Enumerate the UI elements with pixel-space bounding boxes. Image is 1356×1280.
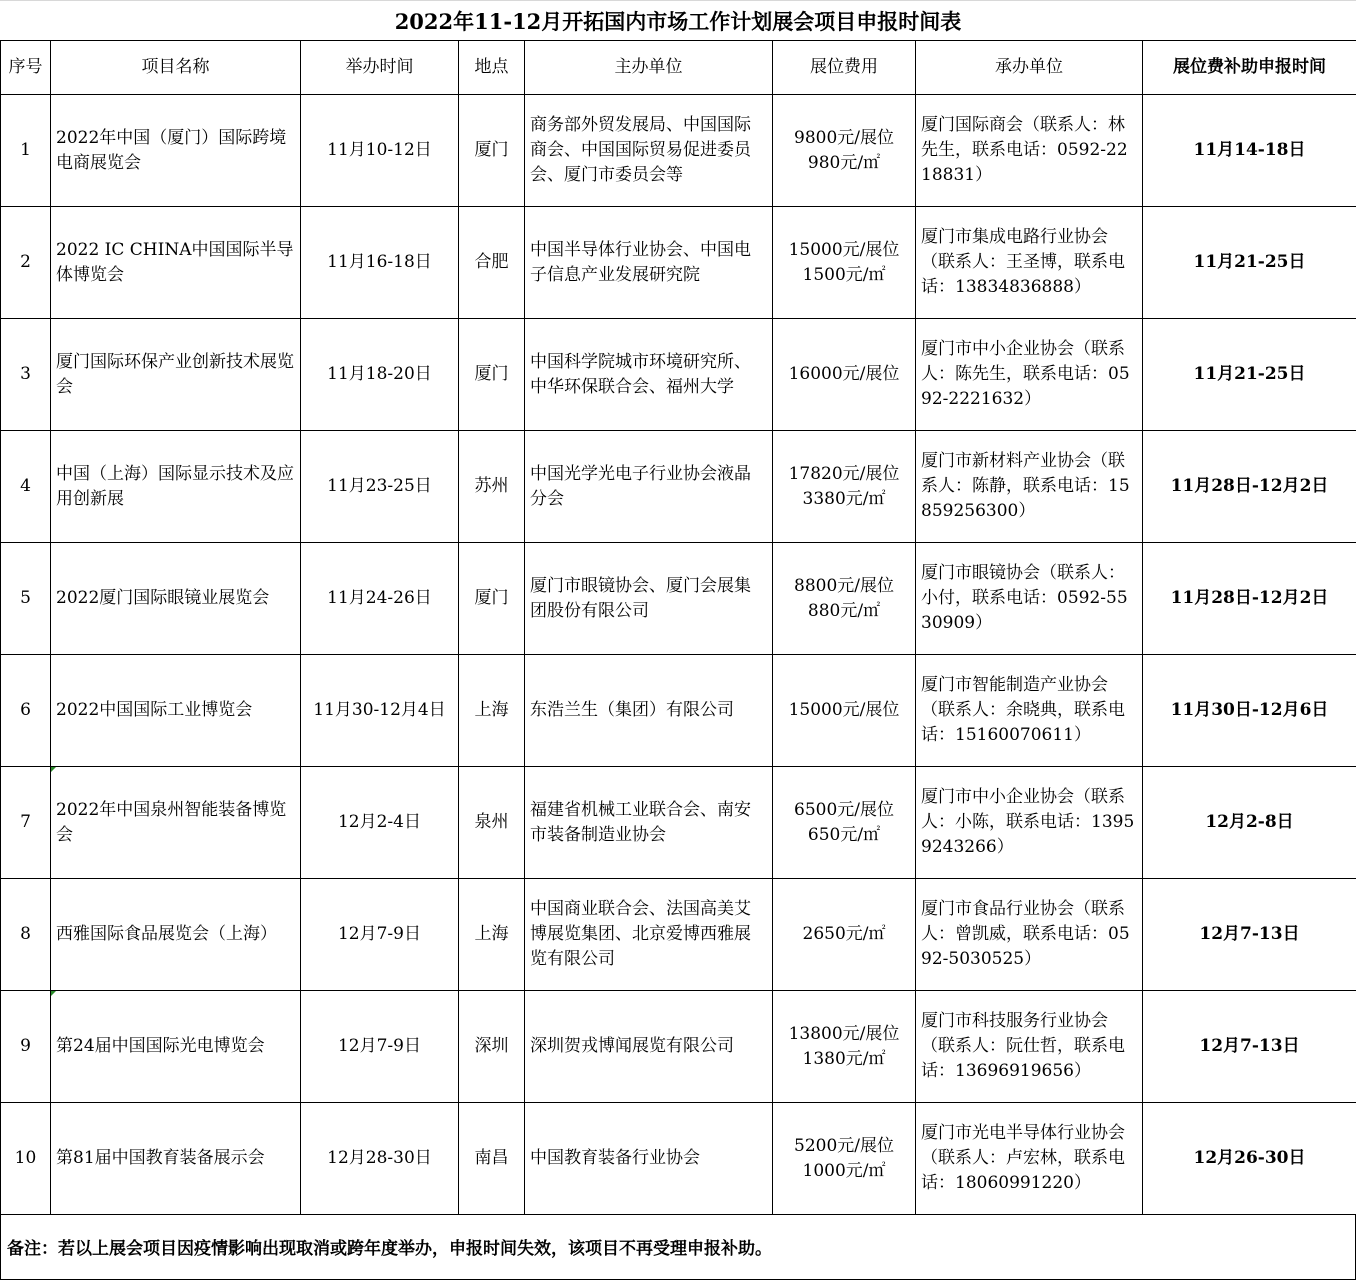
cell-fee (773, 543, 916, 655)
header-name: 项目名称 (51, 41, 301, 95)
table-row (1, 879, 1356, 991)
sheet-title: 2022年11-12月开拓国内市场工作计划展会项目申报时间表 (0, 0, 1356, 40)
fee-line: 3380元/㎡ (802, 488, 886, 509)
table-row (1, 655, 1356, 767)
cell-place: 厦门 (459, 319, 525, 431)
fee-line: 17820元/展位 (788, 463, 900, 484)
cell-fee (773, 207, 916, 319)
cell-date: 11月23-25日 (301, 431, 459, 543)
cell-organizer: 厦门市光电半导体行业协会（联系人：卢宏林，联系电话：18060991220） (916, 1103, 1143, 1215)
cell-fee (773, 431, 916, 543)
cell-name: 2022中国国际工业博览会 (51, 655, 301, 767)
table-row (1, 95, 1356, 207)
cell-name: 2022 IC CHINA中国国际半导体博览会 (51, 207, 301, 319)
cell-place: 厦门 (459, 543, 525, 655)
header-place: 地点 (459, 41, 525, 95)
cell-host: 中国商业联合会、法国高美艾博展览集团、北京爱博西雅展览有限公司 (525, 879, 773, 991)
cell-apply-time: 11月28日-12月2日 (1143, 543, 1356, 655)
cell-fee (773, 95, 916, 207)
cell-date: 11月10-12日 (301, 95, 459, 207)
cell-apply-time: 12月2-8日 (1143, 767, 1356, 879)
cell-no: 7 (1, 767, 51, 879)
cell-organizer: 厦门市眼镜协会（联系人：小付，联系电话：0592-5530909） (916, 543, 1143, 655)
table-row (1, 1103, 1356, 1215)
footnote: 备注：若以上展会项目因疫情影响出现取消或跨年度举办，申报时间失效，该项目不再受理申报补助。 (0, 1214, 1356, 1280)
cell-apply-time: 12月26-30日 (1143, 1103, 1356, 1215)
fee-line: 650元/㎡ (807, 824, 881, 845)
cell-host: 福建省机械工业联合会、南安市装备制造业协会 (525, 767, 773, 879)
cell-organizer: 厦门市食品行业协会（联系人：曾凯威，联系电话：0592-5030525） (916, 879, 1143, 991)
cell-place: 泉州 (459, 767, 525, 879)
header-date: 举办时间 (301, 41, 459, 95)
cell-name: 第24届中国国际光电博览会 (51, 991, 301, 1103)
header-organizer: 承办单位 (916, 41, 1143, 95)
cell-name: 2022年中国泉州智能装备博览会 (51, 767, 301, 879)
cell-place: 深圳 (459, 991, 525, 1103)
cell-place: 厦门 (459, 95, 525, 207)
exhibition-table (0, 40, 1356, 1215)
cell-fee (773, 1103, 916, 1215)
fee-line: 16000元/展位 (788, 364, 900, 384)
header-apply-time: 展位费补助申报时间 (1143, 41, 1356, 95)
cell-host: 中国半导体行业协会、中国电子信息产业发展研究院 (525, 207, 773, 319)
fee-line: 2650元/㎡ (802, 924, 886, 944)
table-row (1, 767, 1356, 879)
cell-apply-time: 11月14-18日 (1143, 95, 1356, 207)
fee-line: 5200元/展位 (794, 1135, 894, 1156)
cell-fee (773, 991, 916, 1103)
cell-no: 10 (1, 1103, 51, 1215)
cell-name: 厦门国际环保产业创新技术展览会 (51, 319, 301, 431)
cell-no: 3 (1, 319, 51, 431)
table-row (1, 991, 1356, 1103)
cell-no: 9 (1, 991, 51, 1103)
cell-name: 2022年中国（厦门）国际跨境电商展览会 (51, 95, 301, 207)
fee-line: 15000元/展位 (788, 239, 900, 260)
cell-date: 11月18-20日 (301, 319, 459, 431)
cell-fee (773, 879, 916, 991)
cell-host: 中国科学院城市环境研究所、中华环保联合会、福州大学 (525, 319, 773, 431)
fee-line: 13800元/展位 (788, 1023, 900, 1044)
cell-place: 上海 (459, 655, 525, 767)
header-row (1, 41, 1356, 95)
cell-organizer: 厦门市科技服务行业协会（联系人：阮仕哲，联系电话：13696919656） (916, 991, 1143, 1103)
cell-apply-time: 11月28日-12月2日 (1143, 431, 1356, 543)
cell-date: 11月24-26日 (301, 543, 459, 655)
cell-date: 11月16-18日 (301, 207, 459, 319)
cell-date: 12月7-9日 (301, 879, 459, 991)
cell-fee (773, 319, 916, 431)
header-host: 主办单位 (525, 41, 773, 95)
table-row (1, 431, 1356, 543)
cell-date: 11月30-12月4日 (301, 655, 459, 767)
cell-apply-time: 12月7-13日 (1143, 879, 1356, 991)
cell-no: 1 (1, 95, 51, 207)
fee-line: 980元/㎡ (807, 152, 881, 173)
cell-host: 中国教育装备行业协会 (525, 1103, 773, 1215)
cell-place: 苏州 (459, 431, 525, 543)
cell-place: 上海 (459, 879, 525, 991)
cell-apply-time: 12月7-13日 (1143, 991, 1356, 1103)
cell-place: 合肥 (459, 207, 525, 319)
cell-apply-time: 11月30日-12月6日 (1143, 655, 1356, 767)
cell-name: 西雅国际食品展览会（上海） (51, 879, 301, 991)
cell-name: 第81届中国教育装备展示会 (51, 1103, 301, 1215)
table-row (1, 543, 1356, 655)
cell-host: 东浩兰生（集团）有限公司 (525, 655, 773, 767)
fee-line: 6500元/展位 (794, 799, 894, 820)
fee-line: 15000元/展位 (788, 700, 900, 720)
fee-line: 8800元/展位 (794, 575, 894, 596)
comment-indicator-icon (51, 767, 56, 772)
cell-organizer: 厦门国际商会（联系人：林先生，联系电话：0592-2218831） (916, 95, 1143, 207)
cell-organizer: 厦门市集成电路行业协会（联系人：王圣博，联系电话：13834836888） (916, 207, 1143, 319)
cell-organizer: 厦门市新材料产业协会（联系人：陈静，联系电话：15859256300） (916, 431, 1143, 543)
cell-no: 8 (1, 879, 51, 991)
fee-line: 1000元/㎡ (802, 1160, 886, 1181)
cell-host: 中国光学光电子行业协会液晶分会 (525, 431, 773, 543)
fee-line: 9800元/展位 (794, 127, 894, 148)
cell-date: 12月7-9日 (301, 991, 459, 1103)
cell-organizer: 厦门市中小企业协会（联系人：陈先生，联系电话：0592-2221632） (916, 319, 1143, 431)
cell-apply-time: 11月21-25日 (1143, 319, 1356, 431)
cell-organizer: 厦门市中小企业协会（联系人：小陈，联系电话：13959243266） (916, 767, 1143, 879)
cell-date: 12月28-30日 (301, 1103, 459, 1215)
cell-no: 5 (1, 543, 51, 655)
fee-line: 1380元/㎡ (802, 1048, 886, 1069)
fee-line: 1500元/㎡ (802, 264, 886, 285)
fee-line: 880元/㎡ (807, 600, 881, 621)
cell-host: 商务部外贸发展局、中国国际商会、中国国际贸易促进委员会、厦门市委员会等 (525, 95, 773, 207)
cell-fee (773, 767, 916, 879)
cell-name: 2022厦门国际眼镜业展览会 (51, 543, 301, 655)
cell-organizer: 厦门市智能制造产业协会（联系人：余晓典，联系电话：15160070611） (916, 655, 1143, 767)
cell-no: 4 (1, 431, 51, 543)
comment-indicator-icon (51, 991, 56, 996)
cell-host: 厦门市眼镜协会、厦门会展集团股份有限公司 (525, 543, 773, 655)
cell-no: 2 (1, 207, 51, 319)
table-row (1, 207, 1356, 319)
cell-no: 6 (1, 655, 51, 767)
cell-date: 12月2-4日 (301, 767, 459, 879)
cell-fee (773, 655, 916, 767)
header-fee: 展位费用 (773, 41, 916, 95)
cell-apply-time: 11月21-25日 (1143, 207, 1356, 319)
cell-place: 南昌 (459, 1103, 525, 1215)
header-no: 序号 (1, 41, 51, 95)
table-row (1, 319, 1356, 431)
cell-host: 深圳贺戎博闻展览有限公司 (525, 991, 773, 1103)
cell-name: 中国（上海）国际显示技术及应用创新展 (51, 431, 301, 543)
